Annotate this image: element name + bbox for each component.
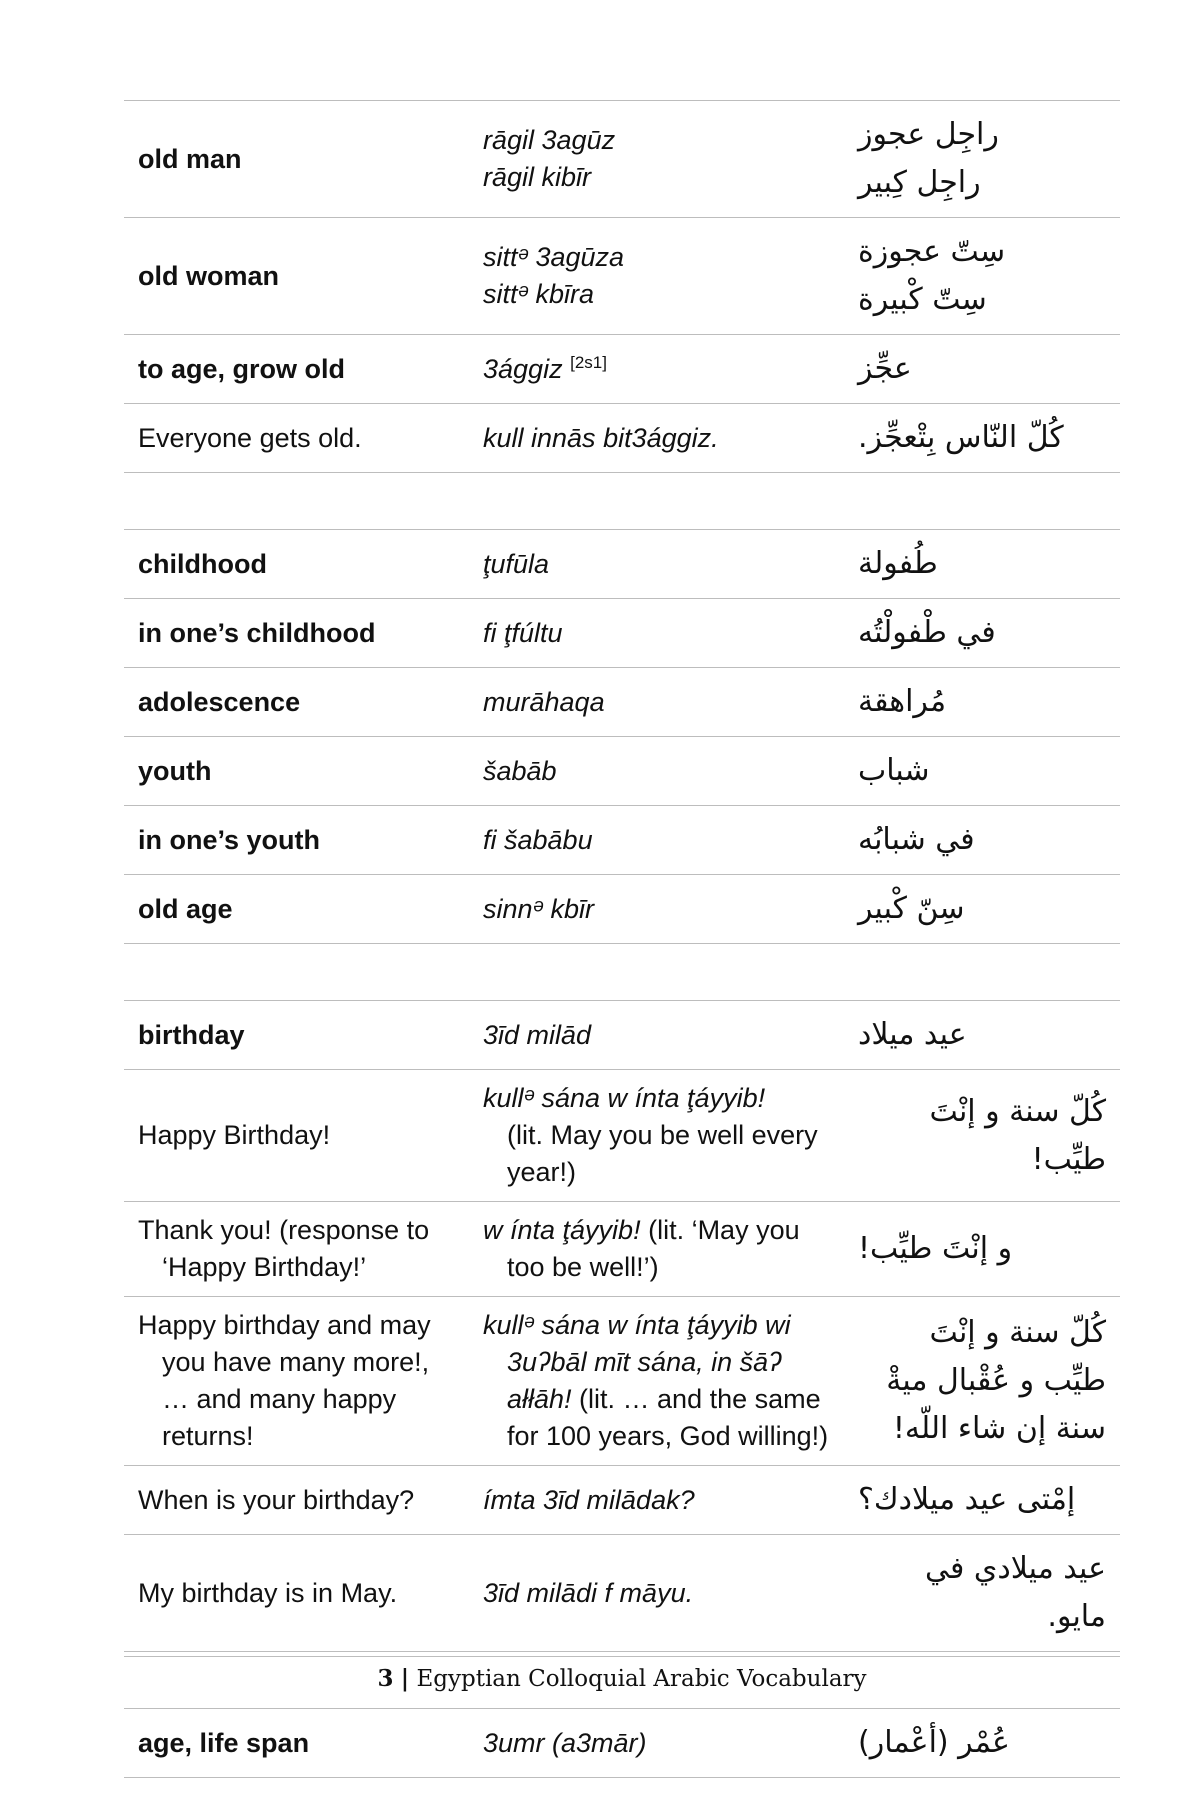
vocab-group — [124, 1000, 1120, 1652]
transliteration — [469, 806, 844, 874]
arabic-term — [844, 1709, 1120, 1777]
arabic-text: عيد ميلادي في مايو. — [925, 1551, 1106, 1634]
arabic-term — [844, 668, 1120, 736]
vocab-row — [124, 404, 1120, 473]
vocab-row — [124, 1001, 1120, 1070]
transliteration — [469, 1297, 844, 1465]
vocab-row — [124, 1466, 1120, 1535]
arabic-term — [844, 806, 1120, 874]
english-text: childhood — [138, 548, 267, 579]
vocabulary-table — [124, 100, 1120, 1778]
english-text: to age, grow old — [138, 353, 345, 384]
arabic-term — [844, 1466, 1120, 1534]
transliteration-text: w ínta ţáyyib! — [483, 1215, 641, 1245]
transliteration — [469, 668, 844, 736]
arabic-text: عيد ميلاد — [858, 1017, 967, 1052]
english-text: in one’s childhood — [138, 617, 376, 648]
arabic-text: كُلّ سنة و إنْتَ طيِّب و عُقْبال ميةْ سنة إن شاء اللّه! — [886, 1315, 1106, 1446]
transliteration — [469, 737, 844, 805]
arabic-term — [844, 1202, 1120, 1296]
english-text: old man — [138, 143, 242, 174]
transliteration-text: sinnᵊ kbīr — [483, 893, 594, 924]
transliteration-line — [483, 546, 830, 583]
transliteration — [469, 599, 844, 667]
transliteration-line — [483, 122, 830, 159]
vocab-row — [124, 875, 1120, 944]
vocab-group — [124, 529, 1120, 944]
literal-note: (lit. … and the same for 100 years, God willing!) — [507, 1384, 829, 1451]
arabic-text: راجِل كِبير — [858, 165, 981, 200]
arabic-term — [844, 404, 1120, 472]
transliteration-text: 3umr (a3mār) — [483, 1727, 647, 1758]
arabic-text: في طْفولْتُه — [858, 615, 996, 650]
transliteration-text: 3īd milād — [483, 1019, 592, 1050]
vocab-group — [124, 100, 1120, 473]
arabic-term — [844, 335, 1120, 403]
english-term — [124, 1709, 469, 1777]
english-term — [124, 218, 469, 334]
transliteration-text: šabāb — [483, 755, 557, 786]
arabic-text: كُلّ سنة و إنْتَ طيِّب! — [929, 1093, 1106, 1177]
arabic-text: و إنْتَ طيِّب! — [858, 1231, 1013, 1266]
transliteration-text: murāhaqa — [483, 686, 605, 717]
transliteration-line — [483, 159, 830, 196]
transliteration — [469, 335, 844, 403]
english-term — [124, 1535, 469, 1651]
footer-separator: | — [400, 1665, 410, 1692]
transliteration — [469, 1001, 844, 1069]
arabic-text: إمْتى عيد ميلادك؟ — [858, 1482, 1076, 1517]
arabic-term — [844, 1070, 1120, 1201]
english-text: in one’s youth — [138, 824, 320, 855]
transliteration — [469, 1202, 844, 1296]
transliteration-text: 3ággiz — [483, 353, 563, 384]
transliteration-line — [483, 276, 830, 313]
arabic-text: مُراهقة — [858, 684, 947, 719]
page-number: 3 — [377, 1665, 394, 1692]
transliteration — [469, 875, 844, 943]
transliteration — [469, 1709, 844, 1777]
arabic-text: في شبابُه — [858, 822, 975, 857]
transliteration-text: kullᵊ sána w ínta ţáyyib wi 3uʔbāl mīt sána, in šāʔ ałłāh! — [483, 1310, 791, 1414]
arabic-term — [844, 1001, 1120, 1069]
english-text: When is your birthday? — [138, 1484, 415, 1515]
english-text: Everyone gets old. — [138, 422, 362, 453]
literal-note: (lit. ‘May you too be well!’) — [507, 1215, 800, 1282]
verb-class-code: [2s1] — [570, 352, 607, 372]
arabic-text: سِنّ كْبير — [858, 891, 965, 926]
literal-note: (lit. May you be well every year!) — [507, 1120, 818, 1187]
english-term — [124, 599, 469, 667]
english-text: adolescence — [138, 686, 301, 717]
english-term — [124, 1202, 469, 1296]
vocab-row — [124, 1535, 1120, 1652]
transliteration-text: rāgil 3agūz — [483, 125, 616, 155]
transliteration-line — [483, 684, 830, 721]
vocab-row — [124, 218, 1120, 335]
english-text: Thank you! (response to ‘Happy Birthday!’ — [138, 1215, 430, 1282]
english-term — [124, 668, 469, 736]
arabic-text: شباب — [858, 753, 930, 788]
transliteration-line — [483, 1080, 830, 1191]
vocab-row — [124, 806, 1120, 875]
vocab-row — [124, 530, 1120, 599]
transliteration-line — [483, 891, 830, 928]
english-term — [124, 875, 469, 943]
arabic-term — [844, 218, 1120, 334]
english-term — [124, 806, 469, 874]
english-text: youth — [138, 755, 212, 786]
transliteration-line — [483, 1307, 830, 1455]
arabic-term — [844, 737, 1120, 805]
transliteration-text: 3īd milādi f māyu. — [483, 1577, 694, 1608]
vocab-row — [124, 668, 1120, 737]
transliteration-line — [483, 1017, 830, 1054]
arabic-text: طُفولة — [858, 546, 938, 581]
english-term — [124, 101, 469, 217]
english-term — [124, 1001, 469, 1069]
arabic-text: راجِل عجوز — [858, 117, 999, 152]
transliteration-text: kullᵊ sána w ínta ţáyyib! — [483, 1083, 766, 1113]
english-text: My birthday is in May. — [138, 1577, 398, 1608]
transliteration-text: kull innās bit3ággiz. — [483, 422, 719, 453]
transliteration — [469, 1466, 844, 1534]
arabic-term — [844, 101, 1120, 217]
english-term — [124, 737, 469, 805]
english-text: old woman — [138, 260, 279, 291]
vocab-row — [124, 737, 1120, 806]
english-text: old age — [138, 893, 233, 924]
vocab-group — [124, 1708, 1120, 1778]
english-term — [124, 335, 469, 403]
english-text: birthday — [138, 1019, 245, 1050]
vocab-row — [124, 1070, 1120, 1202]
transliteration-line — [483, 351, 830, 388]
english-term — [124, 1070, 469, 1201]
arabic-text: سِتّ عجوزة — [858, 234, 1006, 269]
transliteration-line — [483, 822, 830, 859]
english-text: age, life span — [138, 1727, 310, 1758]
arabic-term — [844, 875, 1120, 943]
transliteration-line — [483, 239, 830, 276]
transliteration-text: fi ţfúltu — [483, 617, 563, 648]
transliteration-line — [483, 420, 830, 457]
arabic-text: عُمْر (أعْمار) — [858, 1725, 1010, 1760]
transliteration-text: fi šabābu — [483, 824, 593, 855]
vocab-row — [124, 101, 1120, 218]
english-term — [124, 530, 469, 598]
english-text: Happy birthday and may you have many more!, … and many happy returns! — [138, 1310, 431, 1451]
book-title: Egyptian Colloquial Arabic Vocabulary — [416, 1666, 867, 1692]
transliteration — [469, 1070, 844, 1201]
transliteration — [469, 404, 844, 472]
vocab-row — [124, 335, 1120, 404]
arabic-text: سِتّ كْبيرة — [858, 282, 987, 317]
english-term — [124, 1466, 469, 1534]
transliteration-text: ţufūla — [483, 548, 550, 579]
transliteration-line — [483, 1575, 830, 1612]
vocab-row — [124, 1202, 1120, 1297]
transliteration — [469, 530, 844, 598]
transliteration-text: rāgil kibīr — [483, 162, 592, 192]
english-term — [124, 404, 469, 472]
transliteration-line — [483, 753, 830, 790]
english-term — [124, 1297, 469, 1465]
transliteration — [469, 1535, 844, 1651]
vocab-row — [124, 1709, 1120, 1778]
arabic-term — [844, 530, 1120, 598]
transliteration-line — [483, 615, 830, 652]
transliteration-text: sittᵊ 3agūza — [483, 242, 625, 272]
transliteration-line — [483, 1212, 830, 1286]
vocab-row — [124, 599, 1120, 668]
transliteration — [469, 101, 844, 217]
transliteration-line — [483, 1725, 830, 1762]
transliteration — [469, 218, 844, 334]
arabic-term — [844, 1297, 1120, 1465]
arabic-term — [844, 599, 1120, 667]
arabic-text: عجِّز — [858, 351, 912, 386]
transliteration-text: ímta 3īd milādak? — [483, 1484, 695, 1515]
arabic-text: كُلّ النّاس بِتْعجِّز. — [858, 420, 1064, 455]
page-footer — [124, 1656, 1120, 1692]
transliteration-text: sittᵊ kbīra — [483, 279, 594, 309]
vocab-row — [124, 1297, 1120, 1466]
english-text: Happy Birthday! — [138, 1120, 331, 1150]
transliteration-line — [483, 1482, 830, 1519]
arabic-term — [844, 1535, 1120, 1651]
